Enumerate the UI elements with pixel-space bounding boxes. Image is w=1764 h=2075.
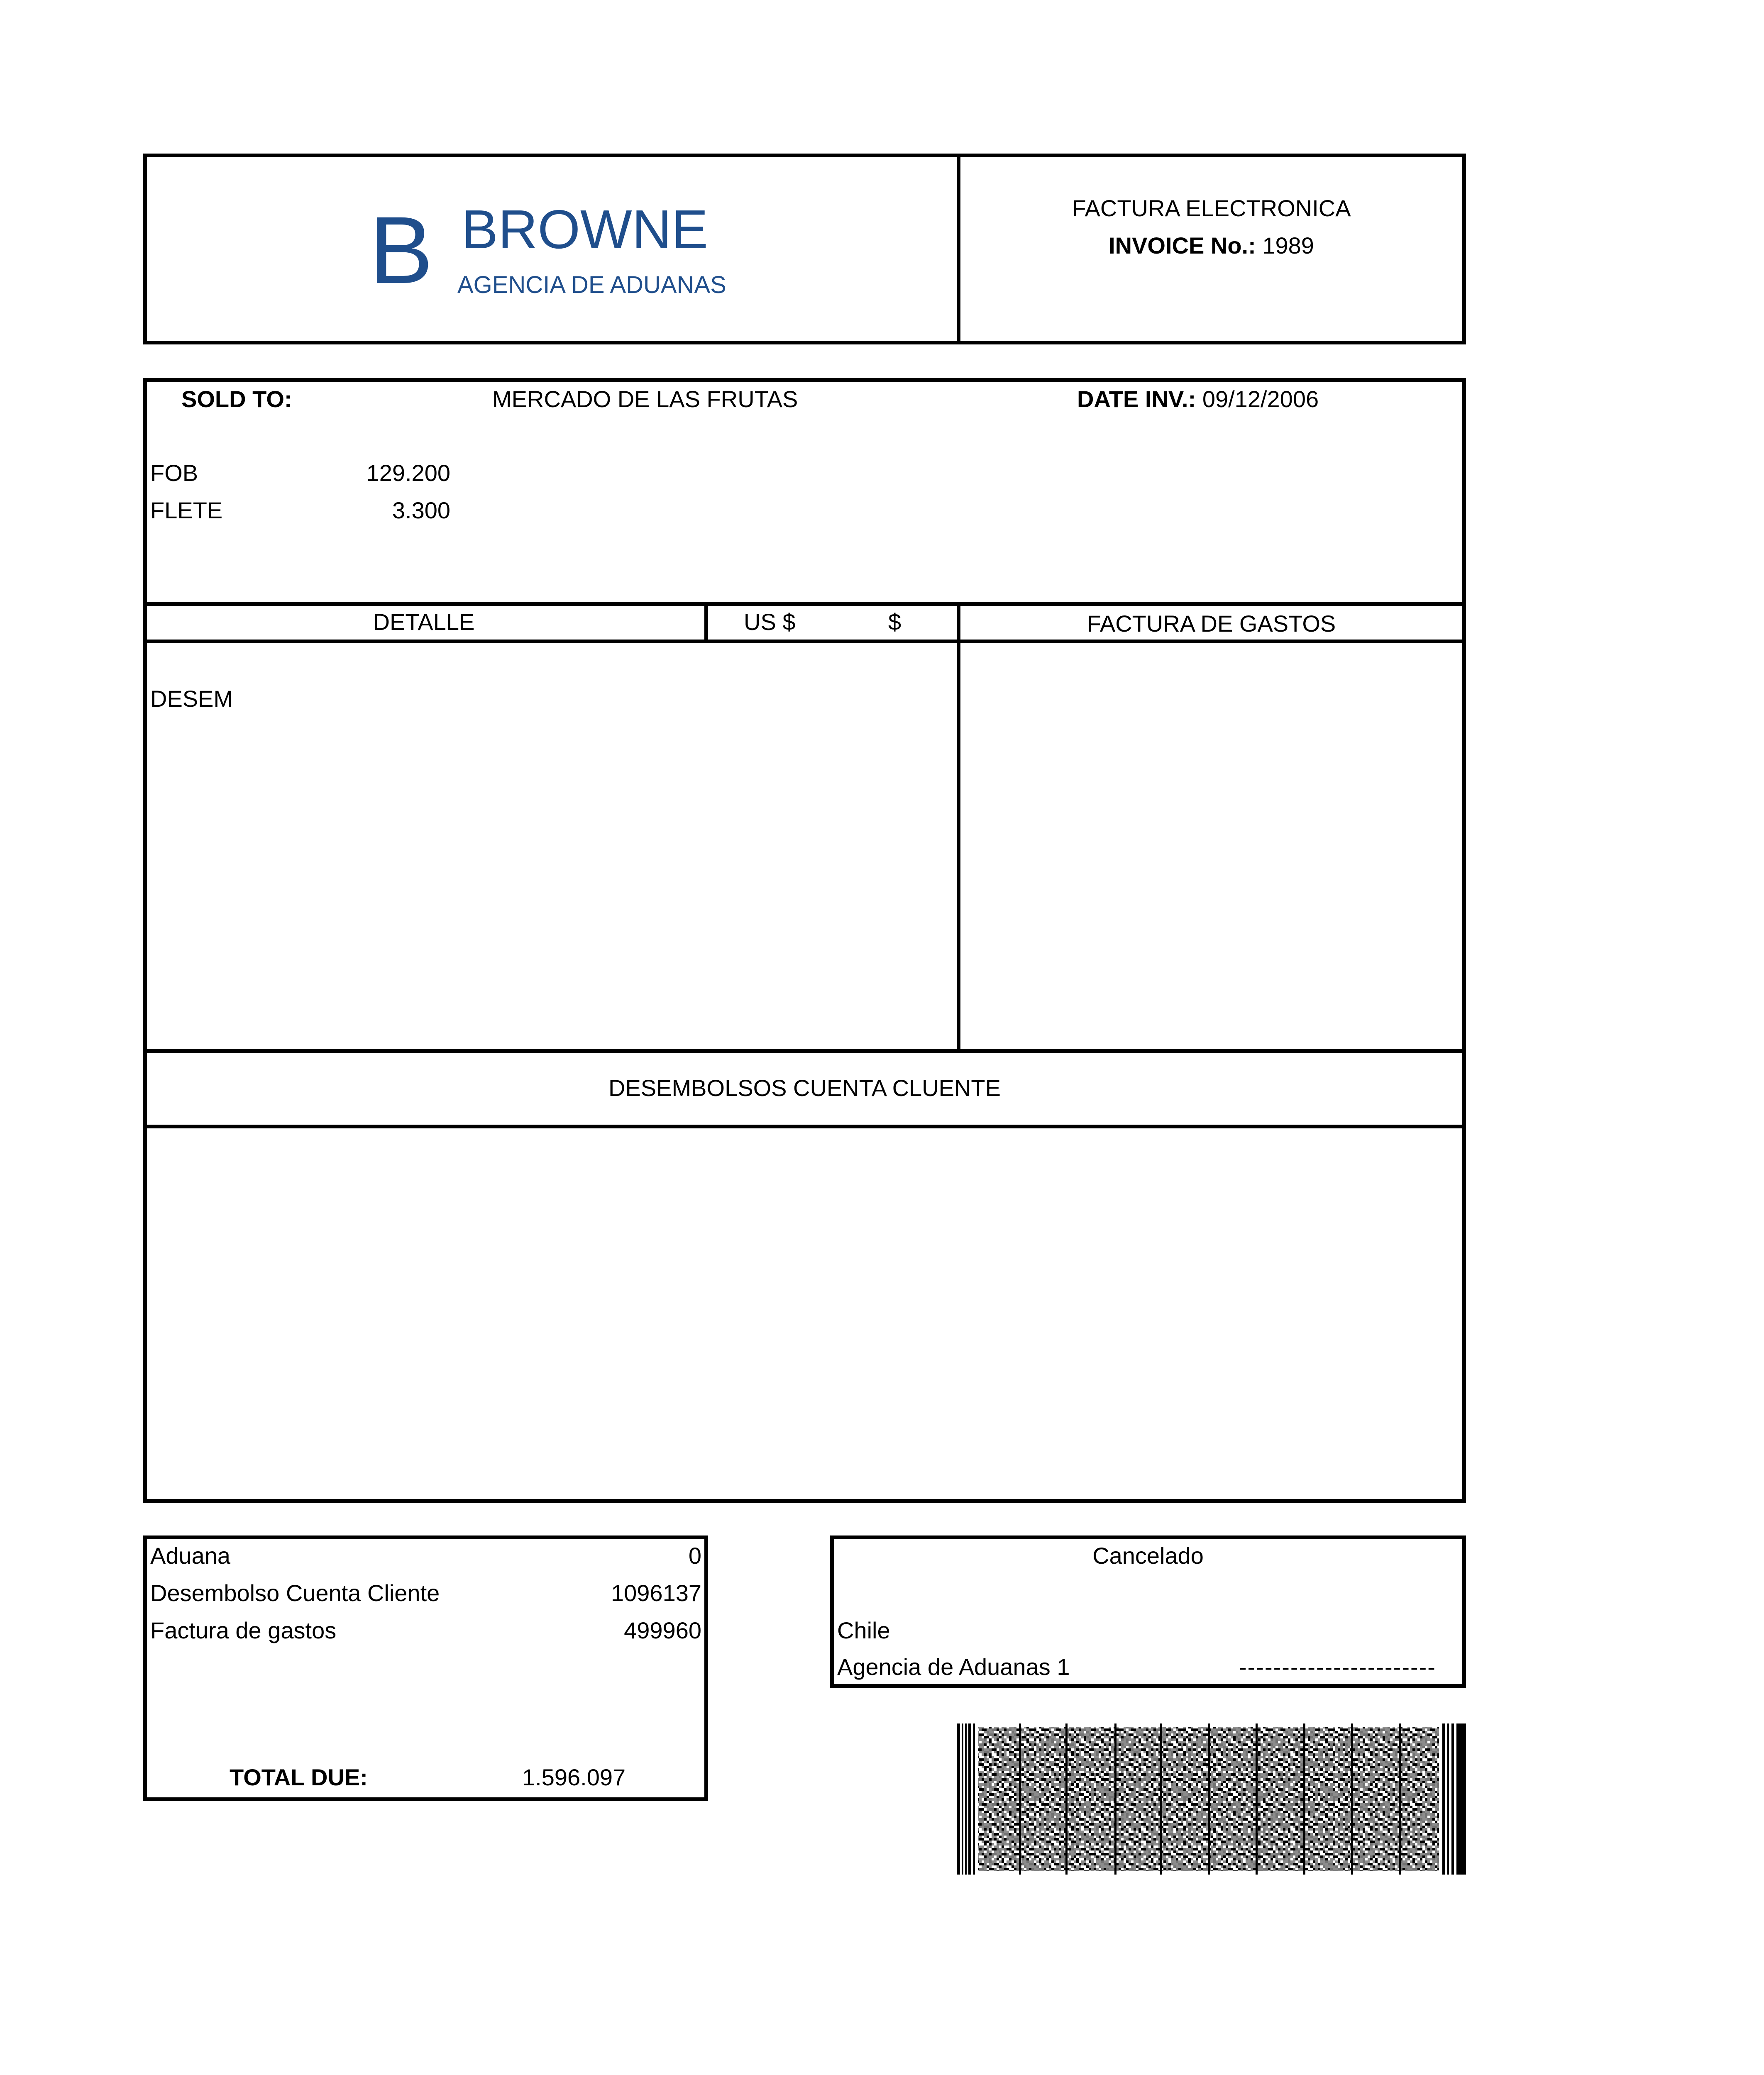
- total-due-value: 1.596.097: [522, 1764, 626, 1790]
- main-body-box: [143, 378, 1466, 1503]
- detail-usd-divider: [704, 602, 708, 643]
- totals-row-value: 1096137: [611, 1580, 701, 1606]
- cancelado-agency: Agencia de Aduanas 1: [837, 1654, 1070, 1680]
- disbursements-title: DESEMBOLSOS CUENTA CLUENTE: [608, 1075, 1001, 1101]
- invoice-number: 1989: [1262, 232, 1314, 259]
- detail-gastos-divider: [957, 602, 960, 1053]
- total-due-label: TOTAL DUE:: [230, 1764, 368, 1790]
- cancelado-title: Cancelado: [1092, 1543, 1204, 1569]
- fob-value: 129.200: [366, 460, 450, 486]
- cancelado-country: Chile: [837, 1617, 890, 1643]
- totals-row-label: Aduana: [150, 1543, 231, 1569]
- detalle-header: DETALLE: [373, 609, 475, 635]
- customer-name: MERCADO DE LAS FRUTAS: [492, 386, 798, 412]
- date-label: DATE INV.:: [1077, 386, 1196, 412]
- totals-row-label: Desembolso Cuenta Cliente: [150, 1580, 440, 1606]
- logo-icon: B: [369, 197, 433, 303]
- disbursements-top-border: [143, 1049, 1466, 1053]
- flete-label: FLETE: [150, 497, 223, 523]
- detail-header-bottom-border: [143, 640, 1466, 643]
- fob-label: FOB: [150, 460, 198, 486]
- signature-line: -----------------------: [1239, 1654, 1436, 1680]
- company-subtitle: AGENCIA DE ADUANAS: [457, 271, 726, 298]
- usd-header: US $: [744, 609, 796, 635]
- detail-header-top-border: [143, 602, 1466, 606]
- totals-box: [143, 1536, 708, 1801]
- barcode-icon: [957, 1723, 1466, 1875]
- totals-row-value: 0: [688, 1543, 701, 1569]
- invoice-label: INVOICE No.:: [1109, 232, 1256, 259]
- sold-to-label: SOLD TO:: [181, 386, 292, 412]
- invoice-number-line: [957, 232, 1466, 259]
- totals-row-value: 499960: [624, 1617, 701, 1643]
- disbursements-bottom-border: [143, 1125, 1466, 1128]
- date-line: [1077, 386, 1319, 413]
- detail-item: DESEM: [150, 686, 233, 712]
- company-name: BROWNE: [462, 199, 708, 260]
- flete-value: 3.300: [392, 497, 450, 523]
- date-value: 09/12/2006: [1202, 386, 1319, 412]
- doc-type: FACTURA ELECTRONICA: [1072, 195, 1351, 221]
- clp-header: $: [888, 609, 902, 635]
- gastos-header: FACTURA DE GASTOS: [1087, 610, 1336, 637]
- totals-row-label: Factura de gastos: [150, 1617, 337, 1643]
